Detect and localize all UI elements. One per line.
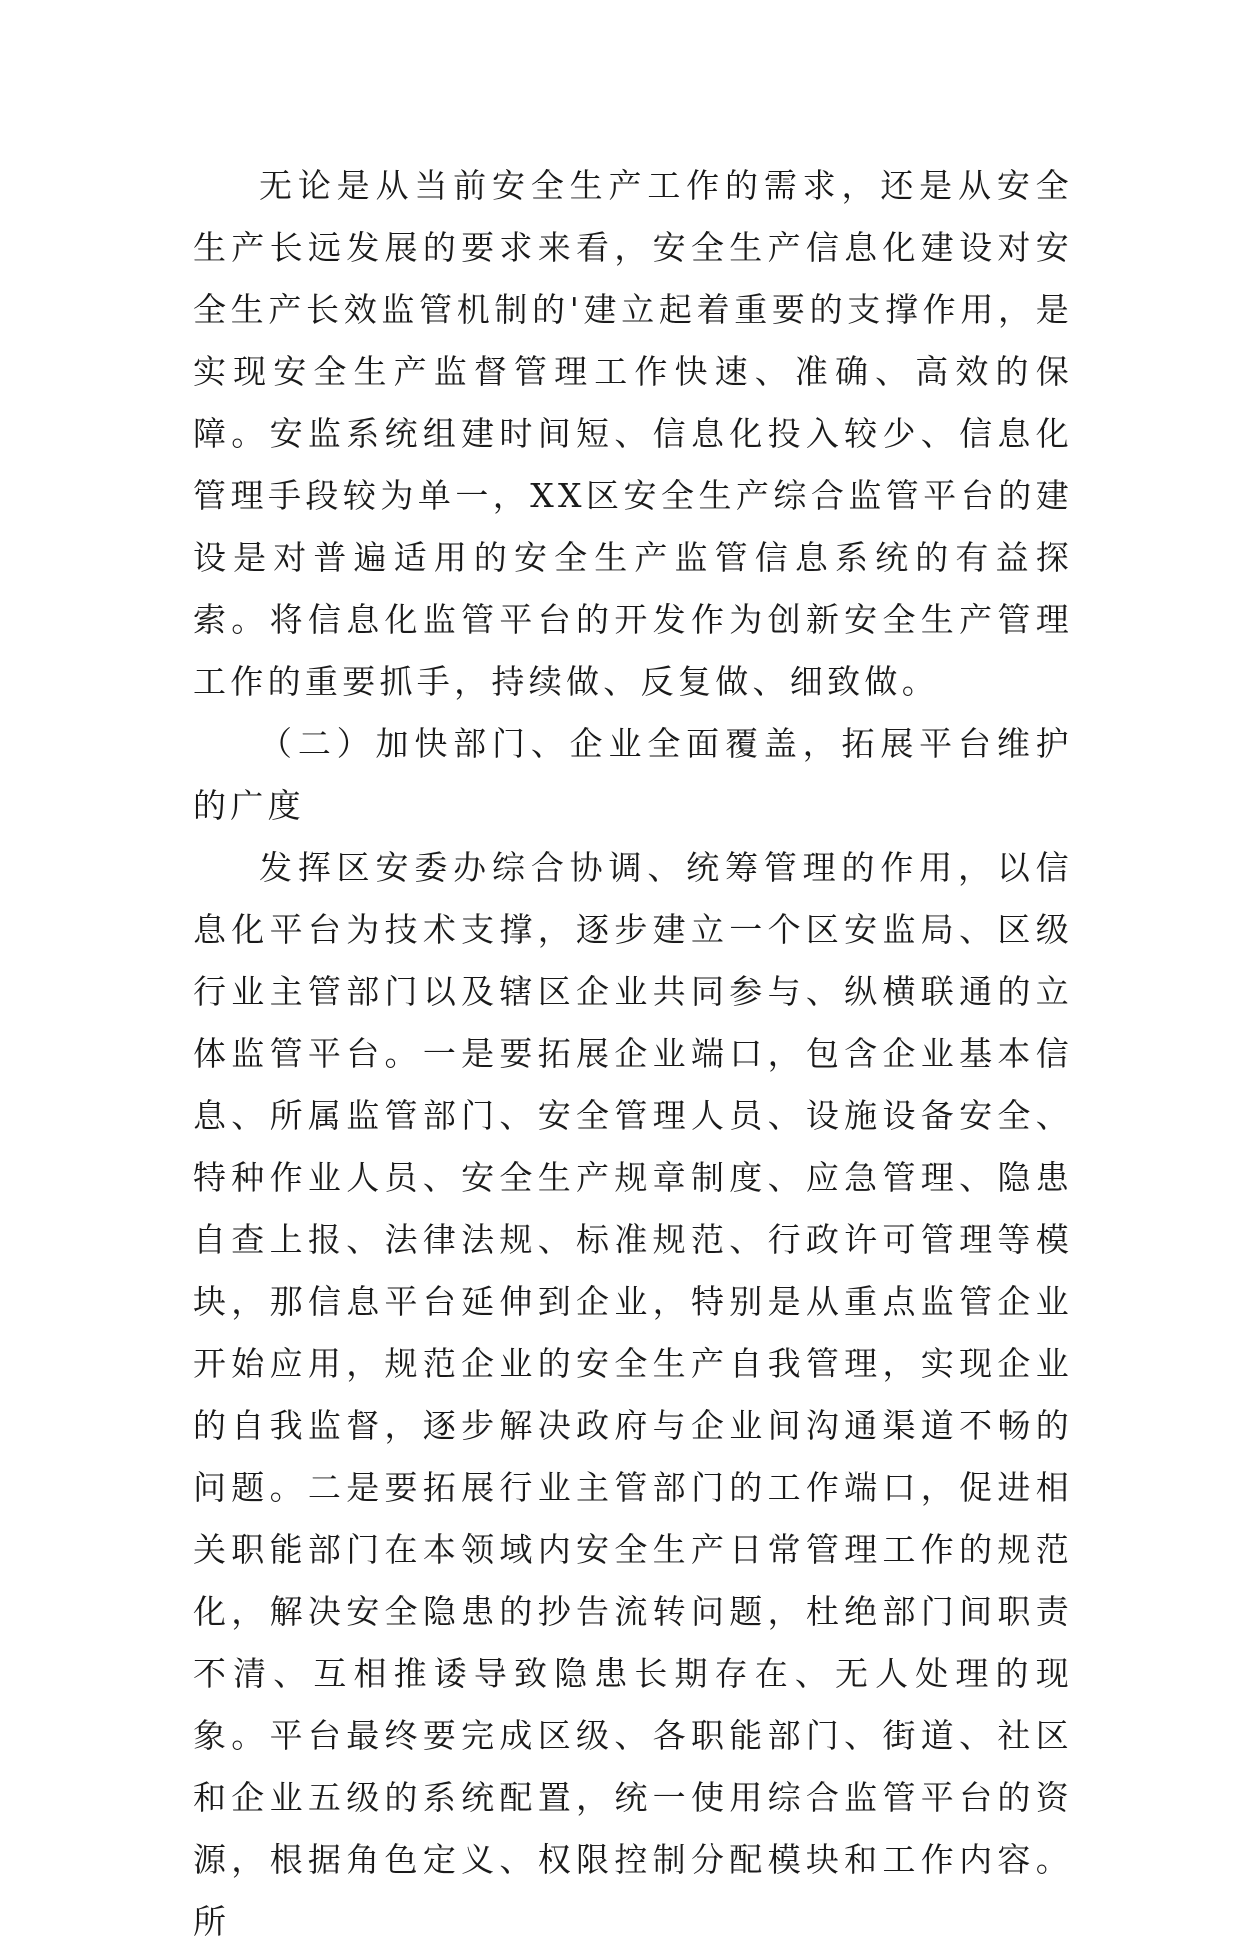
section-heading: （二）加快部门、企业全面覆盖，拓展平台维护的广度	[193, 724, 1073, 825]
paragraph-2: 发挥区安委办综合协调、统筹管理的作用，以信息化平台为技术支撑，逐步建立一个区安监局、区级行业主管部门以及辖区企业共同参与、纵横联通的立体监管平台。一是要拓展企业端口，包含企业基本信息、所属监管部门、安全管理人员、设施设备安全、特种作业人员、安全生产规章制度、应急管理、隐患自查上报、法律法规、标准规范、行政许可管理等模块，那信息平台延伸到企业，特别是从重点监管企业开始应用，规范企业的安全生产自我管理，实现企业的自我监督，逐步解决政府与企业间沟通渠道不畅的问题。二是要拓展行业主管部门的工作端口，促进相关职能部门在本领域内安全生产日常管理工作的规范化，解决安全隐患的抄告流转问题，杜绝部门间职责不清、互相推诿导致隐患长期存在、无人处理的现象。平台最终要完成区级、各职能部门、街道、社区和企业五级的系统配置，统一使用综合监管平台的资源，根据角色定义、权限控制分配模块和工作内容。所	[193, 848, 1073, 1941]
document-body	[193, 155, 1073, 1953]
paragraph-1: 无论是从当前安全生产工作的需求，还是从安全生产长远发展的要求来看，安全生产信息化建设对安全生产长效监管机制的'建立起着重要的支撑作用，是实现安全生产监督管理工作快速、准确、高效的保障。安监系统组建时间短、信息化投入较少、信息化管理手段较为单一，XX区安全生产综合监管平台的建设是对普遍适用的安全生产监管信息系统的有益探索。将信息化监管平台的开发作为创新安全生产管理工作的重要抓手，持续做、反复做、细致做。	[193, 166, 1073, 701]
